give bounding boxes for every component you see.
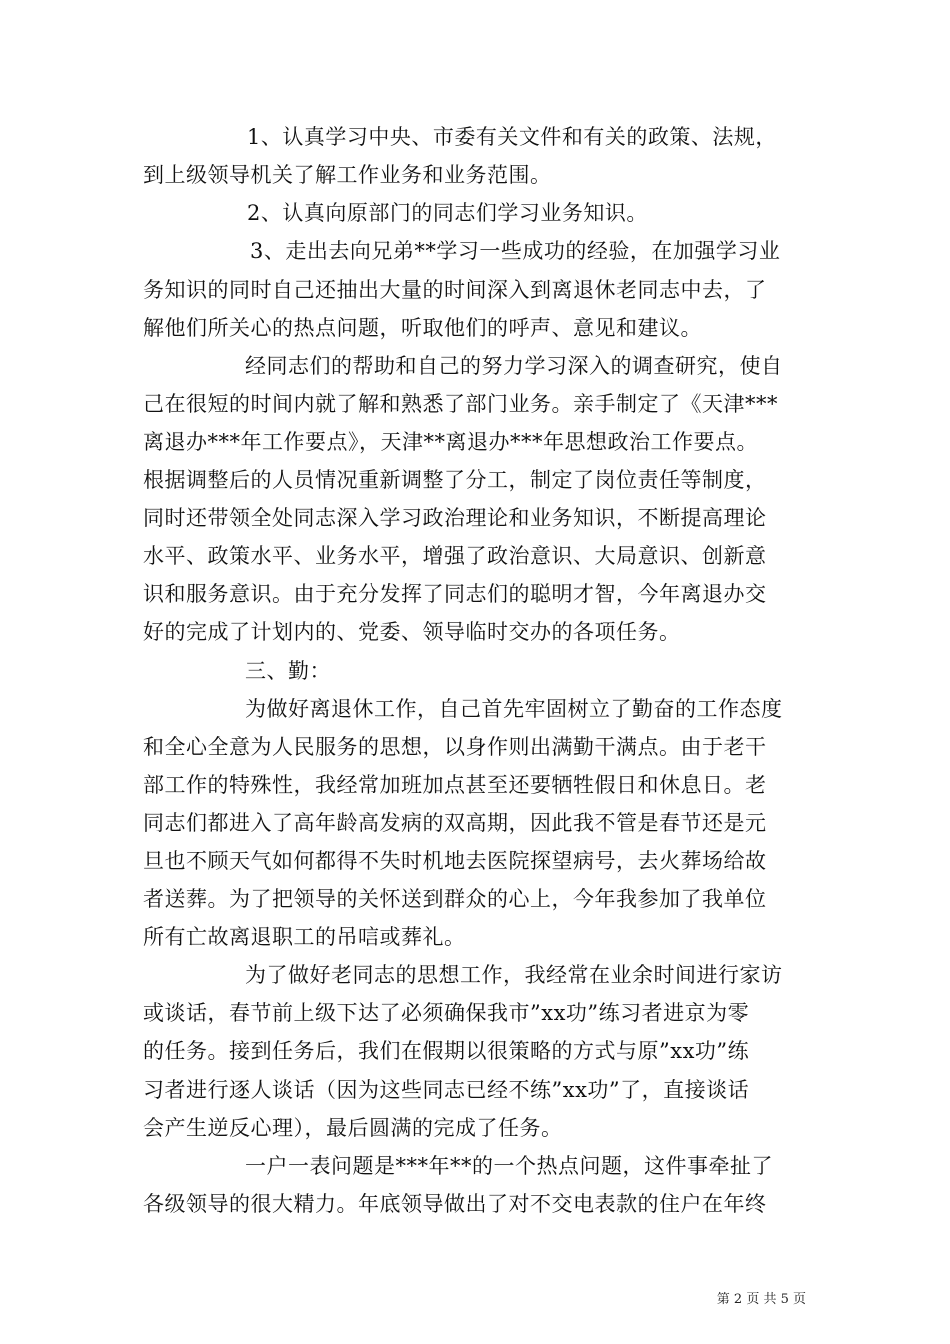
text-line: 同时还带领全处同志深入学习政治理论和业务知识，不断提高理论 [143, 506, 767, 530]
text-line: 所有亡故离退职工的吊唁或葬礼。 [143, 925, 466, 949]
text-line: 和全心全意为人民服务的思想，以身作则出满勤干满点。由于老干 [143, 735, 767, 759]
text-line: 习者进行逐人谈话（因为这些同志已经不练”xx功”了，直接谈话 [143, 1078, 750, 1102]
text-line: 经同志们的帮助和自己的努力学习深入的调查研究，使自 [245, 354, 783, 378]
text-line: 一户一表问题是***年**的一个热点问题，这件事牵扯了 [245, 1154, 773, 1178]
text-line: 根据调整后的人员情况重新调整了分工，制定了岗位责任等制度， [143, 468, 767, 492]
text-line: 部工作的特殊性，我经常加班加点甚至还要牺牲假日和休息日。老 [143, 773, 767, 797]
text-line: 为了做好老同志的思想工作，我经常在业余时间进行家访 [245, 963, 783, 987]
text-line: 1、认真学习中央、市委有关文件和有关的政策、法规， [247, 125, 777, 149]
text-line: 好的完成了计划内的、党委、领导临时交办的各项任务。 [143, 620, 681, 644]
text-line: 者送葬。为了把领导的关怀送到群众的心上，今年我参加了我单位 [143, 887, 767, 911]
text-line: 离退办***年工作要点》，天津**离退办***年思想政治工作要点。 [143, 430, 758, 454]
text-line: 水平、政策水平、业务水平，增强了政治意识、大局意识、创新意 [143, 544, 767, 568]
text-line: 各级领导的很大精力。年底领导做出了对不交电表款的住户在年终 [143, 1192, 767, 1216]
text-line: 识和服务意识。由于充分发挥了同志们的聪明才智，今年离退办交 [143, 582, 767, 606]
text-line: 务知识的同时自己还抽出大量的时间深入到离退休老同志中去，了 [143, 278, 767, 302]
text-line: 会产生逆反心理），最后圆满的完成了任务。 [143, 1116, 563, 1140]
text-line: 旦也不顾天气如何都得不失时机地去医院探望病号，去火葬场给故 [143, 849, 767, 873]
section-heading: 三、勤： [245, 659, 331, 683]
text-line: 3、走出去向兄弟**学习一些成功的经验，在加强学习业 [250, 239, 781, 263]
page-number-footer: 第 2 页 共 5 页 [716, 1292, 806, 1307]
text-line: 解他们所关心的热点问题，听取他们的呼声、意见和建议。 [143, 316, 702, 340]
text-line: 到上级领导机关了解工作业务和业务范围。 [143, 163, 552, 187]
text-line: 己在很短的时间内就了解和熟悉了部门业务。亲手制定了《天津*** [143, 392, 778, 416]
text-line: 的任务。接到任务后，我们在假期以很策略的方式与原”xx功”练 [143, 1039, 750, 1063]
text-line: 为做好离退休工作，自己首先牢固树立了勤奋的工作态度 [245, 697, 783, 721]
text-line: 或谈话，春节前上级下达了必须确保我市”xx功”练习者进京为零 [143, 1001, 750, 1025]
text-line: 同志们都进入了高年龄高发病的双高期，因此我不管是春节还是元 [143, 811, 767, 835]
text-line: 2、认真向原部门的同志们学习业务知识。 [247, 201, 648, 225]
